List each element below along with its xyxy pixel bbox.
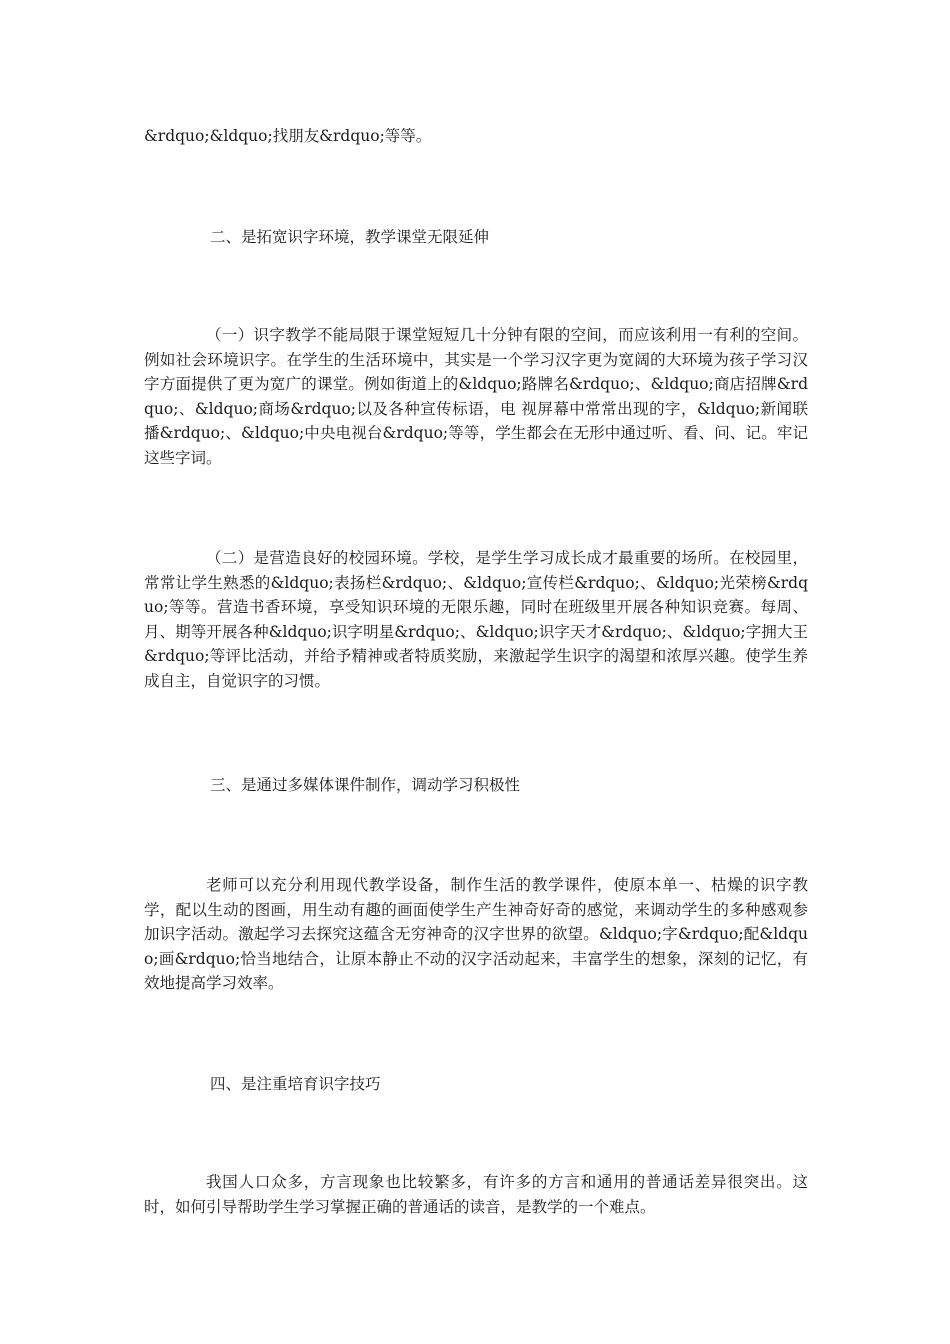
section-heading-3: 三、是通过多媒体课件制作，调动学习积极性 <box>210 776 521 794</box>
paragraph-4-1: 我国人口众多，方言现象也比较繁多，有许多的方言和通用的普通话差异很突出。这时，如何引导帮助学生学习掌握正确的普通话的读音，是教学的一个难点。 <box>144 1173 808 1216</box>
section-heading-2: 二、是拓宽识字环境，教学课堂无限延伸 <box>210 228 490 246</box>
paragraph-3-1: 老师可以充分利用现代教学设备，制作生活的教学课件，使原本单一、枯燥的识字教学，配以生动的图画，用生动有趣的画面使学生产生神奇好奇的感觉，来调动学生的多种感观参加识字活动。激起学习去探究这蕴含无穷神奇的汉字世界的欲望。&ldquo;字&rdquo;配&ldquo;画&rdquo;恰当地结合，让原本静止不动的汉字活动起来，丰富学生的想象，深刻的记忆，有效地提高学习效率。 <box>144 876 808 992</box>
paragraph-2-2: （二）是营造良好的校园环境。学校，是学生学习成长成才最重要的场所。在校园里，常常让学生熟悉的&ldquo;表扬栏&rdquo;、&ldquo;宣传栏&rdquo;、&ldquo;光荣榜&rdquo;等等。营造书香环境，享受知识环境的无限乐趣，同时在班级里开展各种知识竞赛。每周、月、期等开展各种&ldquo;识字明星&rdquo;、&ldquo;识字天才&rdquo;、&ldquo;字拥大王&rdquo;等评比活动，并给予精神或者特质奖励，来激起学生识字的渴望和浓厚兴趣。使学生养成自主，自觉识字的习惯。 <box>144 549 808 690</box>
continuation-line: &rdquo;&ldquo;找朋友&rdquo;等等。 <box>144 127 432 145</box>
section-heading-4: 四、是注重培育识字技巧 <box>210 1075 381 1093</box>
paragraph-2-1: （一）识字教学不能局限于课堂短短几十分钟有限的空间，而应该利用一有利的空间。例如社会环境识字。在学生的生活环境中，其实是一个学习汉字更为宽阔的大环境为孩子学习汉字方面提供了更为宽广的课堂。例如街道上的&ldquo;路牌名&rdquo;、&ldquo;商店招牌&rdquo;、&ldquo;商场&rdquo;以及各种宣传标语，电 视屏幕中常常出现的字，&ldquo;新闻联播&rdquo;、&ldquo;中央电视台&rdquo;等等，学生都会在无形中通过听、看、问、记。牢记这些字词。 <box>144 326 808 467</box>
